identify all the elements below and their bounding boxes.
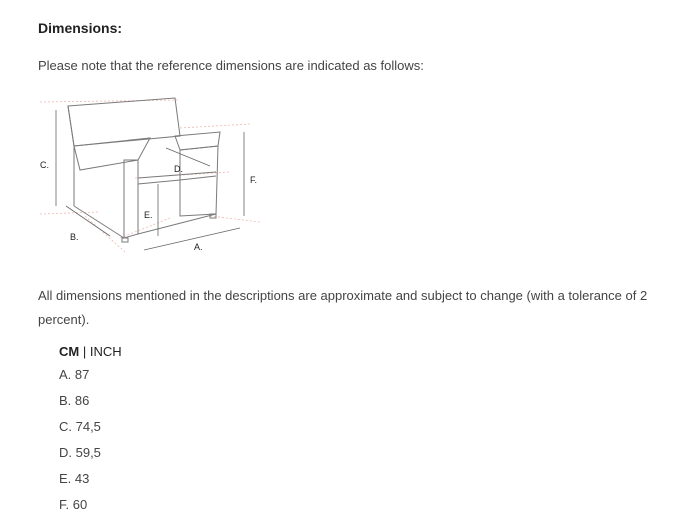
spec-item-f: F. 60 <box>59 497 88 512</box>
armchair-dimension-diagram <box>30 88 280 258</box>
label-f: F. <box>250 175 258 185</box>
dimensions-heading: Dimensions: <box>38 20 123 36</box>
dimension-labels <box>40 160 257 252</box>
guide-lines <box>40 100 260 252</box>
unit-separator: | <box>79 344 90 359</box>
unit-header <box>59 342 122 362</box>
spec-item-b: B. 86 <box>59 393 90 408</box>
label-d: D. <box>174 164 183 174</box>
label-e: E. <box>144 210 153 220</box>
tolerance-note: All dimensions mentioned in the descriptions are approximate and subject to change (with a tolerance of 2 percent). <box>38 288 648 327</box>
spec-item-c: C. 74,5 <box>59 419 101 434</box>
unit-inch-label: INCH <box>89 344 122 359</box>
spec-item-e: E. 43 <box>59 471 90 486</box>
armchair-outline <box>68 98 220 242</box>
spec-item-a: A. 87 <box>59 367 90 382</box>
unit-cm-label: CM <box>59 344 80 359</box>
dimension-lines <box>56 110 244 250</box>
dimensions-intro-text: Please note that the reference dimensions are indicated as follows: <box>38 58 424 73</box>
label-a: A. <box>194 242 203 252</box>
label-b: B. <box>70 232 79 242</box>
spec-item-d: D. 59,5 <box>59 445 101 460</box>
dimension-spec-list <box>59 342 122 524</box>
label-c: C. <box>40 160 49 170</box>
